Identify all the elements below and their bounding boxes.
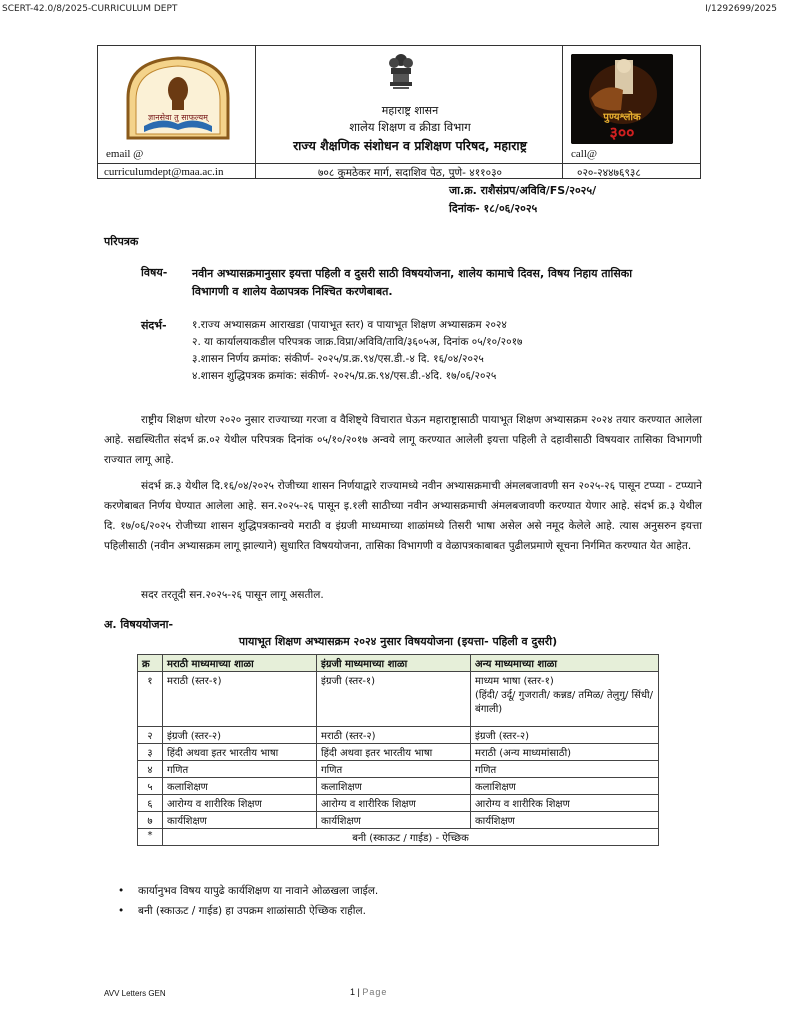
email-label: email @ xyxy=(106,148,144,160)
paragraph-1: राष्ट्रीय शिक्षण धोरण २०२० नुसार राज्याच्या गरजा व वैशिष्ट्ये विचारात घेऊन महाराष्ट्रासाठी पायाभूत शिक्षण अभ्यासक्रम २०२४ तयार करण्यात आलेला आहे. सद्यस्थितीत संदर्भ क्र.०२ येथील परिपत्रक दिनांक ०५/१०/२०१७ अन्वये लागू करण्यात आलेली इयत्ता पहिली ते दहावीसाठी विषयवार तासिका विभागणी राज्यात लागू आहे. xyxy=(104,414,702,466)
table-row xyxy=(138,744,659,761)
subject-text: नवीन अभ्यासक्रमानुसार इयत्ता पहिली व दुसरी साठी विषययोजना, शालेय कामाचे दिवस, विषय निहाय तासिका विभागणी व शालेय वेळापत्रक निश्चित करणेबाबत. xyxy=(192,267,633,298)
anniversary-logo-icon xyxy=(571,54,673,144)
letterhead-right xyxy=(562,46,700,178)
section-heading: अ. विषययोजना- xyxy=(104,618,174,631)
bullet-list xyxy=(118,881,378,921)
table-cell: कार्यशिक्षण xyxy=(471,812,659,829)
reference-item: ४.शासन शुद्धिपत्रक क्रमांक: संकीर्ण- २०२५/प्र.क्र.९४/एस.डी.-४दि. १७/०६/२०२५ xyxy=(192,370,497,382)
table-row xyxy=(138,829,659,846)
table-cell: आरोग्य व शारीरिक शिक्षण xyxy=(317,795,471,812)
header-cell: इंग्रजी माध्यमाच्या शाळा xyxy=(317,655,471,672)
table-cell: मराठी (स्तर-१) xyxy=(163,672,317,727)
page-separator: | xyxy=(357,987,360,997)
table-cell: इंग्रजी (स्तर-२) xyxy=(163,727,317,744)
table-cell: ४ xyxy=(138,761,163,778)
reference-item: १.राज्य अभ्यासक्रम आराखडा (पायाभूत स्तर) व पायाभूत शिक्षण अभ्यासक्रम २०२४ xyxy=(192,319,507,331)
logo-caption: पुण्यश्लोक xyxy=(603,112,641,123)
bullet-item: • कार्यानुभव विषय यापुढे कार्यशिक्षण या नावाने ओळखला जाईल. xyxy=(118,881,378,901)
table-cell: कार्यशिक्षण xyxy=(163,812,317,829)
table-cell: मराठी (अन्य माध्यमांसाठी) xyxy=(471,744,659,761)
council-name: राज्य शैक्षणिक संशोधन व प्रशिक्षण परिषद, महाराष्ट्र xyxy=(293,138,527,153)
table-cell: १ xyxy=(138,672,163,727)
table-header-row xyxy=(138,655,659,672)
table-cell: कलाशिक्षण xyxy=(471,778,659,795)
table-cell: आरोग्य व शारीरिक शिक्षण xyxy=(163,795,317,812)
bullet-item: • बनी (स्काऊट / गाईड) हा उपक्रम शाळांसाठी ऐच्छिक राहील. xyxy=(118,901,378,921)
reference-item: २. या कार्यालयाकडील परिपत्रक जाक्र.विप्रा/अविवि/तावि/३६०५अ, दिनांक ०५/१०/२०१७ xyxy=(192,336,523,348)
letter-date: दिनांक- १८/०६/२०२५ xyxy=(449,202,538,215)
references-list xyxy=(192,317,523,385)
page-number xyxy=(350,987,387,997)
logo-motto: ज्ञानसेवा तु साफल्यम् xyxy=(148,113,208,122)
inward-number: I/1292699/2025 xyxy=(705,4,777,14)
department-name: शालेय शिक्षण व क्रीडा विभाग xyxy=(349,120,471,134)
table-cell: हिंदी अथवा इतर भारतीय भाषा xyxy=(163,744,317,761)
page-number-value: 1 xyxy=(350,987,356,997)
table-row xyxy=(138,761,659,778)
table-row xyxy=(138,672,659,727)
reference-number: जा.क्र. राशैसंप्रप/अविवि/FS/२०२५/ xyxy=(449,184,597,197)
letterhead-left xyxy=(98,46,256,178)
table-cell: इंग्रजी (स्तर-२) xyxy=(471,727,659,744)
govt-name: महाराष्ट्र शासन xyxy=(381,104,439,117)
office-address: ७०८ कुमठेकर मार्ग, सदाशिव पेठ, पुणे- ४११०३० xyxy=(317,167,503,179)
table-cell: ७ xyxy=(138,812,163,829)
circular-label: परिपत्रक xyxy=(104,235,139,248)
paragraph-3: सदर तरतूदी सन.२०२५-२६ पासून लागू असतील. xyxy=(141,589,324,601)
email-value[interactable]: curriculumdept@maa.ac.in xyxy=(104,166,224,178)
table-cell: कलाशिक्षण xyxy=(317,778,471,795)
table-row xyxy=(138,778,659,795)
table-cell: * xyxy=(138,829,163,846)
table-title: पायाभूत शिक्षण अभ्यासक्रम २०२४ नुसार विषययोजना (इयत्ता- पहिली व दुसरी) xyxy=(238,635,558,648)
table-cell: २ xyxy=(138,727,163,744)
table-cell: कलाशिक्षण xyxy=(163,778,317,795)
document-id: SCERT-42.0/8/2025-CURRICULUM DEPT xyxy=(2,4,178,14)
letterhead xyxy=(97,45,701,179)
table-cell: बनी (स्काऊट / गाईड) - ऐच्छिक xyxy=(163,829,659,846)
cell-line: माध्यम भाषा (स्तर-१) xyxy=(475,676,554,687)
subject-scheme-table xyxy=(137,654,659,846)
logo-number: ३०० xyxy=(609,123,635,142)
reference-item: ३.शासन निर्णय क्रमांक: संकीर्ण- २०२५/प्र.क्र.९४/एस.डी.-४ दि. १६/०४/२०२५ xyxy=(192,353,484,365)
table-cell: गणित xyxy=(163,761,317,778)
page-word: Page xyxy=(362,987,388,997)
table-cell: गणित xyxy=(471,761,659,778)
call-label: call@ xyxy=(571,148,598,160)
table-cell: कार्यशिक्षण xyxy=(317,812,471,829)
table-cell: हिंदी अथवा इतर भारतीय भाषा xyxy=(317,744,471,761)
table-cell xyxy=(471,672,659,727)
table-cell: मराठी (स्तर-२) xyxy=(317,727,471,744)
header-cell: क्र xyxy=(138,655,163,672)
state-emblem-icon xyxy=(387,50,415,92)
subject-label: विषय- xyxy=(141,266,168,279)
table-cell: ५ xyxy=(138,778,163,795)
footer-left: AVV Letters GEN xyxy=(104,989,166,998)
call-value: ०२०-२४४७६९३८ xyxy=(577,167,641,179)
paragraph-2: संदर्भ क्र.३ येथील दि.१६/०४/२०२५ रोजीच्या शासन निर्णयाद्वारे राज्यामध्ये नवीन अभ्यासक्रमाची अंमलबजावणी सन २०२५-२६ पासून टप्प्या - टप्प्याने करणेबाबत निर्णय घेण्यात आलेला आहे. सन.२०२५-२६ पासून इ.१ली साठीच्या नवीन अभ्यासक्रमाची अंमलबजावणी करण्यात येणार आहे. संदर्भ क्र.३ येथील दि. १७/०६/२०२५ रोजीच्या शासन शुद्धिपत्रकान्वये मराठी व इंग्रजी माध्यमाच्या शाळांमध्ये तिसरी भाषा असेल असे नमूद केलेले आहे. त्यास अनुसरुन इयत्ता पहिलीसाठी (नवीन अभ्यासक्रम लागू झाल्याने) सुधारित विषययोजना, तासिका विभागणी व वेळापत्रकाबाबत पुढीलप्रमाणे सूचना निर्गमित करण्यात येत आहेत. xyxy=(104,480,702,552)
header-cell: अन्य माध्यमाच्या शाळा xyxy=(471,655,659,672)
header-cell: मराठी माध्यमाच्या शाळा xyxy=(163,655,317,672)
table-row xyxy=(138,795,659,812)
scert-logo-icon xyxy=(122,54,234,142)
table-cell: ३ xyxy=(138,744,163,761)
references-label: संदर्भ- xyxy=(141,319,167,332)
table-row xyxy=(138,812,659,829)
table-cell: गणित xyxy=(317,761,471,778)
table-cell: इंग्रजी (स्तर-१) xyxy=(317,672,471,727)
table-cell: आरोग्य व शारीरिक शिक्षण xyxy=(471,795,659,812)
table-row xyxy=(138,727,659,744)
table-cell: ६ xyxy=(138,795,163,812)
cell-line: (हिंदी/ उर्दू/ गुजराती/ कन्नड/ तमिळ/ तेलुगु/ सिंधी/ बंगाली) xyxy=(475,690,653,715)
